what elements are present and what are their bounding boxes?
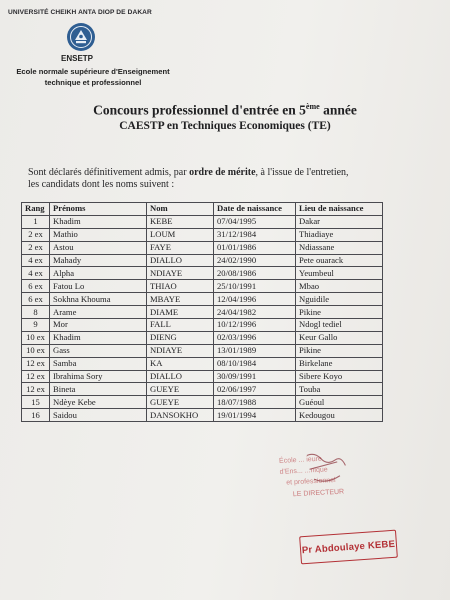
cell-rang: 8 <box>22 306 50 319</box>
column-header-nom: Nom <box>147 203 214 216</box>
title-superscript: ème <box>305 102 320 111</box>
cell-prenoms: Mahady <box>50 254 147 267</box>
intro-text-line2: les candidats dont les noms suivent : <box>28 178 175 190</box>
cell-nom: FALL <box>147 319 214 332</box>
cell-prenoms: Mor <box>50 319 147 332</box>
cell-rang: 6 ex <box>22 293 50 306</box>
cell-lieu: Keur Gallo <box>296 331 383 344</box>
table-row <box>22 215 383 228</box>
table-row <box>22 409 383 422</box>
cell-rang: 10 ex <box>22 331 50 344</box>
cell-prenoms: Bineta <box>50 383 147 396</box>
ensetp-logo-icon <box>66 22 96 52</box>
cell-nom: THIAO <box>147 280 214 293</box>
cell-nom: GUEYE <box>147 383 214 396</box>
cell-prenoms: Sokhna Khouma <box>50 293 147 306</box>
school-full-name-line1: Ecole normale supérieure d'Enseignement <box>16 67 170 76</box>
cell-date: 07/04/1995 <box>214 215 296 228</box>
cell-nom: NDIAYE <box>147 267 214 280</box>
cell-date: 24/04/1982 <box>214 306 296 319</box>
stamp-line2: d'Ens... ...nique <box>279 466 328 476</box>
table-row <box>22 241 383 254</box>
cell-prenoms: Alpha <box>50 267 147 280</box>
cell-lieu: Ndiassane <box>296 241 383 254</box>
cell-nom: NDIAYE <box>147 344 214 357</box>
cell-lieu: Pete ouarack <box>296 254 383 267</box>
cell-prenoms: Khadim <box>50 331 147 344</box>
cell-date: 25/10/1991 <box>214 280 296 293</box>
cell-date: 19/01/1994 <box>214 409 296 422</box>
cell-prenoms: Ibrahima Sory <box>50 370 147 383</box>
cell-lieu: Thiadiaye <box>296 228 383 241</box>
table-row <box>22 293 383 306</box>
cell-date: 30/09/1991 <box>214 370 296 383</box>
cell-date: 31/12/1984 <box>214 228 296 241</box>
cell-nom: MBAYE <box>147 293 214 306</box>
cell-date: 01/01/1986 <box>214 241 296 254</box>
cell-date: 02/03/1996 <box>214 331 296 344</box>
document-title <box>0 102 450 119</box>
cell-nom: GUEYE <box>147 396 214 409</box>
cell-nom: DANSOKHO <box>147 409 214 422</box>
intro-text-part1: Sont déclarés définitivement admis, par <box>28 167 190 178</box>
cell-lieu: Ndogl tediel <box>296 319 383 332</box>
cell-prenoms: Samba <box>50 357 147 370</box>
cell-nom: DIALLO <box>147 370 214 383</box>
title-main-prefix: Concours professionnel d'entrée en 5 <box>93 102 306 118</box>
cell-rang: 12 ex <box>22 383 50 396</box>
document-subtitle: CAESTP en Techniques Economiques (TE) <box>119 120 331 132</box>
cell-nom: FAYE <box>147 241 214 254</box>
table-header-row <box>22 203 383 216</box>
intro-paragraph <box>28 167 428 190</box>
cell-prenoms: Ndèye Kebe <box>50 396 147 409</box>
cell-rang: 10 ex <box>22 344 50 357</box>
column-header-prenoms: Prénoms <box>50 203 147 216</box>
table-row <box>22 306 383 319</box>
cell-lieu: Kedougou <box>296 409 383 422</box>
school-acronym: ENSETP <box>61 54 94 63</box>
title-main-suffix: année <box>319 102 357 118</box>
cell-rang: 1 <box>22 215 50 228</box>
cell-rang: 15 <box>22 396 50 409</box>
signature-stamp: Pr Abdoulaye KEBE <box>299 530 398 565</box>
cell-rang: 12 ex <box>22 357 50 370</box>
director-stamp <box>270 448 400 506</box>
stamp-line4: LE DIRECTEUR <box>292 488 345 499</box>
cell-nom: KEBE <box>147 215 214 228</box>
cell-prenoms: Khadim <box>50 215 147 228</box>
cell-prenoms: Astou <box>50 241 147 254</box>
cell-lieu: Mbao <box>296 280 383 293</box>
table-row <box>22 396 383 409</box>
table-row <box>22 383 383 396</box>
cell-date: 13/01/1989 <box>214 344 296 357</box>
cell-nom: DIALLO <box>147 254 214 267</box>
cell-nom: DIENG <box>147 331 214 344</box>
cell-lieu: Pikine <box>296 306 383 319</box>
table-row <box>22 319 383 332</box>
cell-prenoms: Saidou <box>50 409 147 422</box>
cell-rang: 4 ex <box>22 254 50 267</box>
cell-lieu: Pikine <box>296 344 383 357</box>
cell-prenoms: Mathio <box>50 228 147 241</box>
cell-lieu: Touba <box>296 383 383 396</box>
table-body <box>22 215 383 421</box>
intro-text-part2: , à l'issue de l'entretien, <box>255 167 349 178</box>
cell-date: 24/02/1990 <box>214 254 296 267</box>
table-row <box>22 228 383 241</box>
school-full-name-line2: technique et professionnel <box>44 78 142 87</box>
cell-lieu: Birkelane <box>296 357 383 370</box>
cell-rang: 9 <box>22 319 50 332</box>
cell-rang: 16 <box>22 409 50 422</box>
cell-prenoms: Gass <box>50 344 147 357</box>
column-header-lieu: Lieu de naissance <box>296 203 383 216</box>
cell-lieu: Nguidile <box>296 293 383 306</box>
cell-date: 20/08/1986 <box>214 267 296 280</box>
cell-prenoms: Arame <box>50 306 147 319</box>
cell-lieu: Guéoul <box>296 396 383 409</box>
cell-date: 18/07/1988 <box>214 396 296 409</box>
table-row <box>22 357 383 370</box>
cell-rang: 4 ex <box>22 267 50 280</box>
stamp-line1: École ... ieure <box>278 455 323 465</box>
column-header-date: Date de naissance <box>214 203 296 216</box>
intro-bold-text: ordre de mérite <box>189 167 256 178</box>
university-name: UNIVERSITÉ CHEIKH ANTA DIOP DE DAKAR <box>8 9 152 16</box>
cell-nom: DIAME <box>147 306 214 319</box>
cell-nom: KA <box>147 357 214 370</box>
cell-rang: 2 ex <box>22 241 50 254</box>
stamp-line3: et professionnel <box>286 476 336 487</box>
cell-lieu: Yeumbeul <box>296 267 383 280</box>
cell-rang: 12 ex <box>22 370 50 383</box>
school-full-name <box>8 66 178 88</box>
table-row <box>22 254 383 267</box>
table-row <box>22 280 383 293</box>
cell-rang: 6 ex <box>22 280 50 293</box>
cell-nom: LOUM <box>147 228 214 241</box>
table-row <box>22 267 383 280</box>
cell-prenoms: Fatou Lo <box>50 280 147 293</box>
cell-rang: 2 ex <box>22 228 50 241</box>
cell-date: 10/12/1996 <box>214 319 296 332</box>
cell-date: 12/04/1996 <box>214 293 296 306</box>
cell-lieu: Dakar <box>296 215 383 228</box>
table-row <box>22 344 383 357</box>
column-header-rang: Rang <box>22 203 50 216</box>
admitted-candidates-table <box>21 202 383 422</box>
cell-date: 02/06/1997 <box>214 383 296 396</box>
table-row <box>22 331 383 344</box>
table-row <box>22 370 383 383</box>
cell-date: 08/10/1984 <box>214 357 296 370</box>
cell-lieu: Sibere Koyo <box>296 370 383 383</box>
